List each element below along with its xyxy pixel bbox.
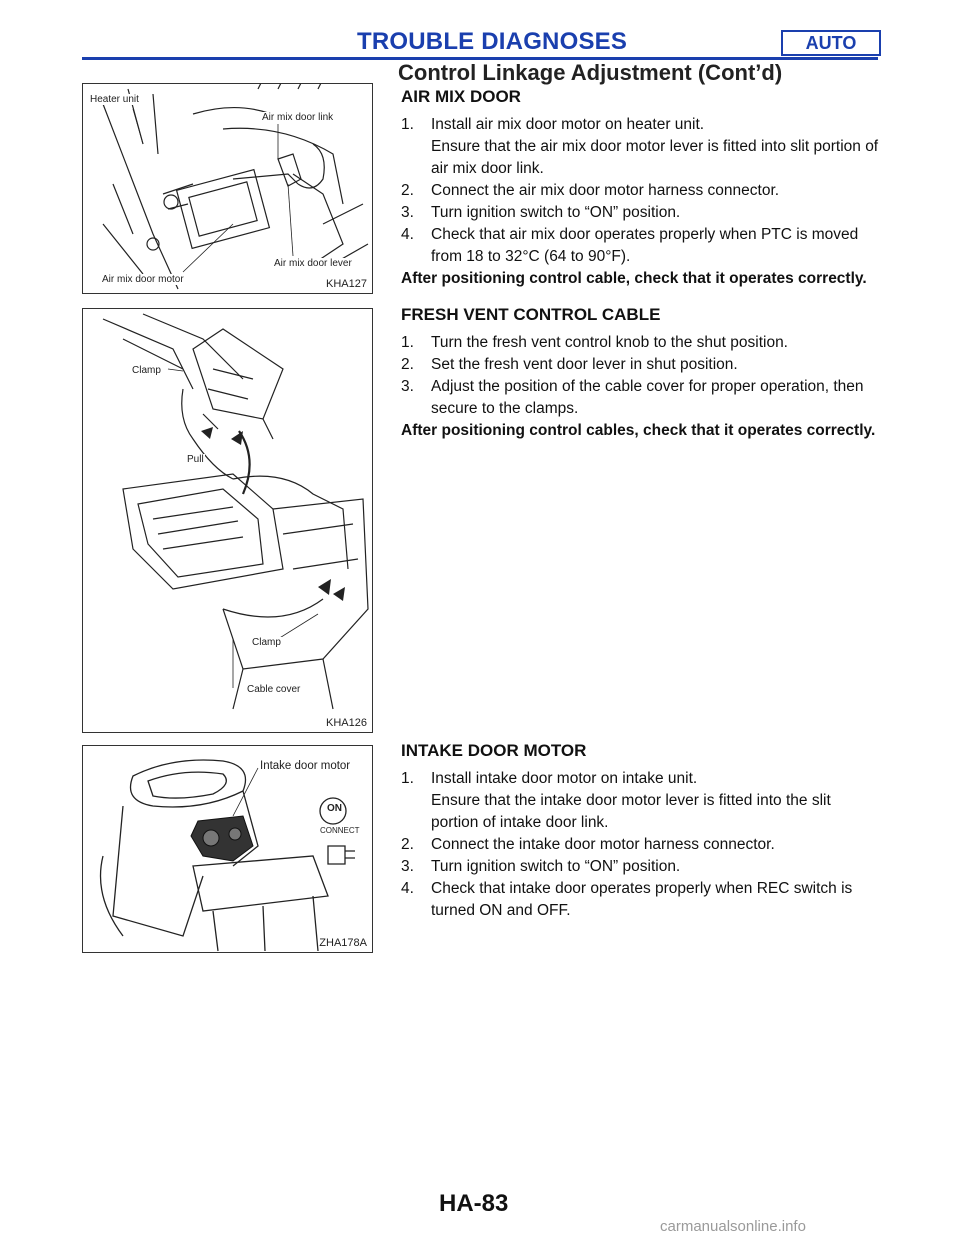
callout-air-mix-door-motor: Air mix door motor <box>102 274 184 285</box>
intake-door-illustration <box>83 746 372 952</box>
step-number: 3. <box>401 378 414 395</box>
auto-tag: AUTO <box>781 30 881 56</box>
callout-air-mix-door-lever: Air mix door lever <box>274 258 352 269</box>
step-number: 1. <box>401 334 414 351</box>
on-switch-label: ON <box>327 803 342 814</box>
step-number: 1. <box>401 770 414 787</box>
step-3 <box>401 856 880 878</box>
figure-code: KHA126 <box>326 717 367 729</box>
step-text: Install intake door motor on intake unit. <box>431 770 698 787</box>
step-3 <box>401 202 880 224</box>
step-1 <box>401 332 880 354</box>
step-3 <box>401 376 880 420</box>
step-text: Check that air mix door operates properly when PTC is moved from 18 to 32°C (64 to 90°F). <box>431 226 859 265</box>
callout-clamp-top: Clamp <box>132 365 161 376</box>
watermark: carmanualsonline.info <box>660 1218 806 1235</box>
step-text: Turn the fresh vent control knob to the shut position. <box>431 334 788 351</box>
step-text: Set the fresh vent door lever in shut position. <box>431 356 738 373</box>
step-number: 4. <box>401 226 414 243</box>
step-text: Adjust the position of the cable cover for proper operation, then secure to the clamps. <box>431 378 864 417</box>
section-note: After positioning control cable, check that it operates correctly. <box>401 270 867 287</box>
fresh-vent-illustration <box>83 309 372 732</box>
step-number: 3. <box>401 204 414 221</box>
step-text: Turn ignition switch to “ON” position. <box>431 204 681 221</box>
figure-code: KHA127 <box>326 278 367 290</box>
step-1 <box>401 114 880 180</box>
section-heading: FRESH VENT CONTROL CABLE <box>401 305 661 324</box>
figure-code: ZHA178A <box>319 937 367 949</box>
step-4 <box>401 878 880 922</box>
step-number: 1. <box>401 116 414 133</box>
step-subtext: Ensure that the intake door motor lever is fitted into the slit portion of intake door link. <box>431 792 831 831</box>
section-title: TROUBLE DIAGNOSES <box>357 28 628 55</box>
step-2 <box>401 354 880 376</box>
section-heading: INTAKE DOOR MOTOR <box>401 741 587 760</box>
step-2 <box>401 834 880 856</box>
callout-air-mix-door-link: Air mix door link <box>262 112 334 123</box>
figure-fresh-vent-cable <box>82 308 373 733</box>
step-text: Install air mix door motor on heater unit. <box>431 116 705 133</box>
section-air-mix-door <box>401 87 880 290</box>
page-subtitle: Control Linkage Adjustment (Cont’d) <box>398 60 783 85</box>
step-number: 2. <box>401 836 414 853</box>
section-intake-door-motor <box>401 741 880 922</box>
page-number: HA-83 <box>439 1190 509 1217</box>
callout-clamp-bottom: Clamp <box>252 637 281 648</box>
step-2 <box>401 180 880 202</box>
section-note: After positioning control cables, check that it operates correctly. <box>401 422 876 439</box>
callout-cable-cover: Cable cover <box>247 684 301 695</box>
step-1 <box>401 768 880 834</box>
callout-heater-unit: Heater unit <box>90 94 139 105</box>
figure-air-mix-door <box>82 83 373 294</box>
step-text: Check that intake door operates properly when REC switch is turned ON and OFF. <box>431 880 853 919</box>
step-text: Connect the air mix door motor harness connector. <box>431 182 780 199</box>
section-fresh-vent-control-cable <box>401 305 880 442</box>
step-number: 3. <box>401 858 414 875</box>
step-4 <box>401 224 880 268</box>
callout-intake-door-motor: Intake door motor <box>260 760 351 772</box>
section-heading: AIR MIX DOOR <box>401 87 521 106</box>
step-text: Turn ignition switch to “ON” position. <box>431 858 681 875</box>
step-number: 2. <box>401 356 414 373</box>
figure-intake-door-motor <box>82 745 373 953</box>
callout-pull: Pull <box>187 454 204 465</box>
step-number: 4. <box>401 880 414 897</box>
step-number: 2. <box>401 182 414 199</box>
step-text: Connect the intake door motor harness connector. <box>431 836 775 853</box>
step-subtext: Ensure that the air mix door motor lever is fitted into slit portion of air mix door link. <box>431 138 879 177</box>
connect-label: CONNECT <box>320 826 360 835</box>
